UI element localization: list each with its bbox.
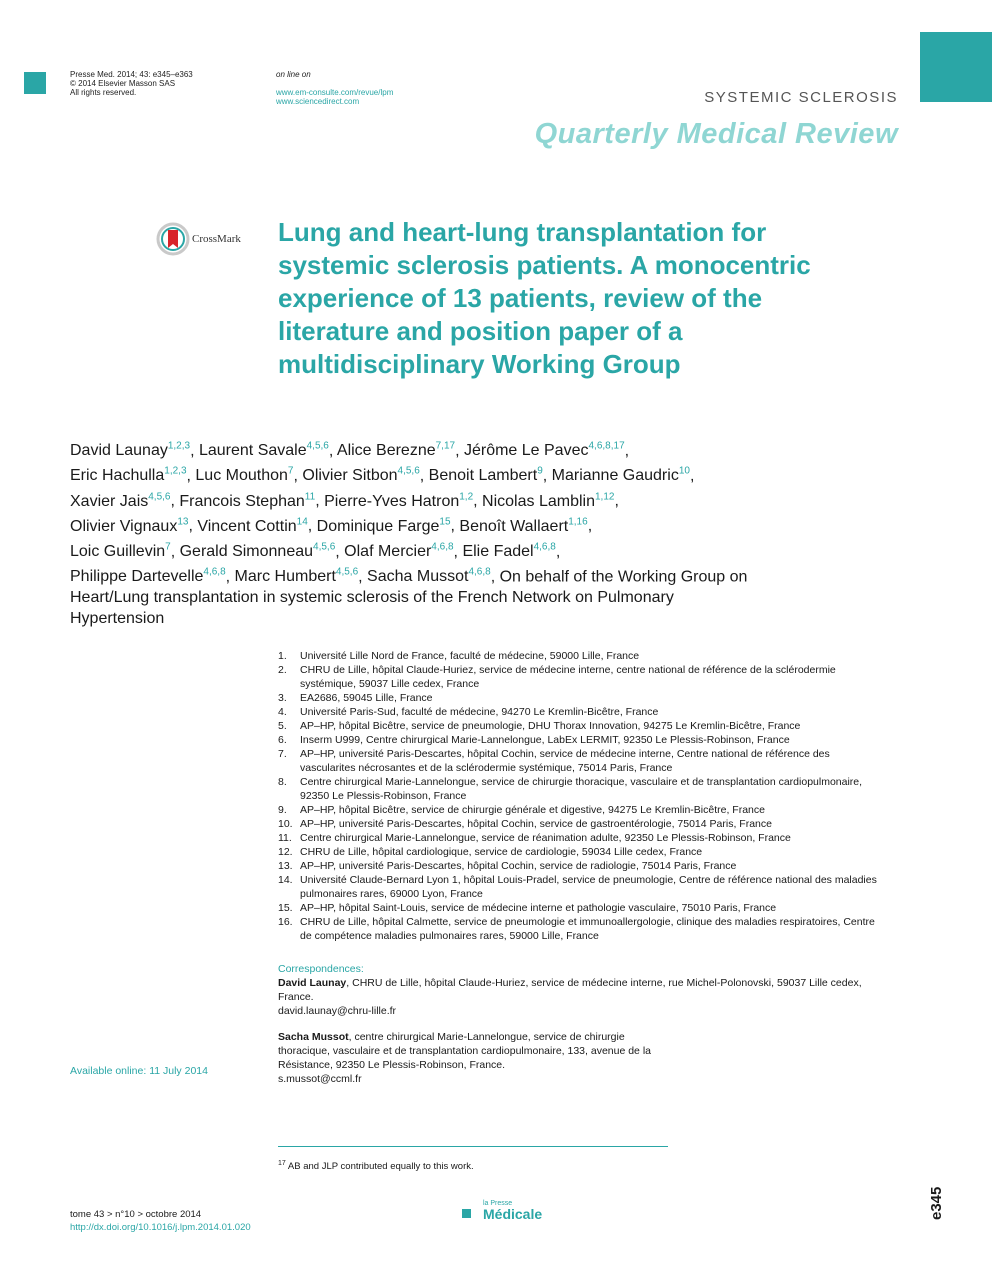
affiliation-item: 8. Centre chirurgical Marie-Lannelongue, service de chirurgie thoracique, vasculaire et de transplantation cardiopulmonaire, 92350 Le Plessis-Robinson, France: [278, 776, 863, 802]
author[interactable]: David Launay$^{1,2,3}$: [70, 441, 191, 460]
author[interactable]: Loic Guillevin$^7$: [70, 541, 171, 560]
author[interactable]: Eric Hachulla$^{1,2,3}$: [70, 466, 187, 485]
available-online-date: Available online: 11 July 2014: [70, 1065, 208, 1077]
author[interactable]: Pierre-Yves Hatron$^{1,2}$: [324, 491, 474, 510]
affiliation-item: 2. CHRU de Lille, hôpital Claude-Huriez, service de médecine interne, centre national de référence de la sclérodermie systémique, 59037 Lille cedex, France: [278, 664, 836, 690]
affiliation-item: 11. Centre chirurgical Marie-Lannelongue, service de réanimation adulte, 92350 Le Plessis-Robinson, France: [278, 832, 791, 844]
crossmark-label: CrossMark: [192, 233, 241, 245]
issue-info: tome 43 > n°10 > octobre 2014: [70, 1209, 202, 1220]
rights: All rights reserved.: [70, 88, 137, 97]
working-group: On behalf of the Working Group on Heart/Lung transplantation in systemic sclerosis of the French Network on Pulmonary Hypertension: [70, 567, 748, 627]
affiliation-item: 1. Université Lille Nord de France, faculté de médecine, 59000 Lille, France: [278, 650, 640, 662]
author[interactable]: Elie Fadel$^{4,6,8}$: [462, 541, 556, 560]
affiliation-item: 5. AP–HP, hôpital Bicêtre, service de pneumologie, DHU Thorax Innovation, 94275 Le Kremlin-Bicêtre, France: [278, 720, 801, 732]
online-links: [276, 70, 393, 106]
series-title: Quarterly Medical Review: [534, 118, 898, 150]
corner-square-decoration: [24, 72, 46, 94]
correspondence-1-email[interactable]: david.launay@chru-lille.fr: [278, 1005, 397, 1017]
affiliation-item: 7. AP–HP, université Paris-Descartes, hôpital Cochin, service de médecine interne, Centre national de référence des vascularites nécrosantes et de la sclérodermie systémique, 75014 Paris, France: [278, 748, 830, 774]
author[interactable]: Olivier Sitbon$^{4,5,6}$: [302, 466, 420, 485]
em-consulte-link[interactable]: www.em-consulte.com/revue/lpm: [276, 88, 394, 97]
affiliation-item: 13. AP–HP, université Paris-Descartes, hôpital Cochin, service de radiologie, 75014 Paris, France: [278, 860, 737, 872]
affiliation-item: 14. Université Claude-Bernard Lyon 1, hôpital Louis-Pradel, service de pneumologie, Centre de référence national des maladies pulmonaires rares, 69000 Lyon, France: [278, 874, 877, 900]
author[interactable]: Luc Mouthon$^7$: [195, 466, 294, 485]
author[interactable]: Olaf Mercier$^{4,6,8}$: [344, 541, 454, 560]
correspondence-2-email[interactable]: s.mussot@ccml.fr: [278, 1073, 362, 1085]
crossmark-badge[interactable]: [156, 220, 256, 258]
author[interactable]: Jérôme Le Pavec$^{4,6,8,17}$: [463, 441, 625, 460]
section-label: SYSTEMIC SCLEROSIS: [704, 89, 898, 106]
author[interactable]: Alice Berezne$^{7,17}$: [336, 441, 456, 460]
copyright: © 2014 Elsevier Masson SAS: [70, 79, 176, 88]
doi-link[interactable]: http://dx.doi.org/10.1016/j.lpm.2014.01.020: [70, 1222, 251, 1233]
author[interactable]: Dominique Farge$^{15}$: [316, 516, 451, 535]
affiliation-item: 3. EA2686, 59045 Lille, France: [278, 692, 433, 704]
logo-square-icon: [462, 1209, 471, 1218]
author[interactable]: Benoit Lambert$^9$: [428, 466, 543, 485]
journal-logo: [462, 1200, 542, 1221]
correspondence-1: David Launay, CHRU de Lille, hôpital Claude-Huriez, service de médecine interne, rue Michel-Polonovski, 59037 Lille cedex, France.: [278, 977, 862, 1003]
page-number: e345: [928, 1186, 945, 1220]
author[interactable]: Philippe Dartevelle$^{4,6,8}$: [70, 566, 226, 585]
affiliation-item: 6. Inserm U999, Centre chirurgical Marie-Lannelongue, LabEx LERMIT, 92350 Le Plessis-Robinson, France: [278, 734, 790, 746]
author[interactable]: Marc Humbert$^{4,5,6}$: [234, 566, 359, 585]
author[interactable]: Laurent Savale$^{4,5,6}$: [198, 441, 329, 460]
author[interactable]: Sacha Mussot$^{4,6,8}$: [367, 566, 491, 585]
author[interactable]: Olivier Vignaux$^{13}$: [70, 516, 189, 535]
corner-tab-decoration: [920, 32, 992, 102]
affiliation-item: 10. AP–HP, université Paris-Descartes, hôpital Cochin, service de gastroentérologie, 75014 Paris, France: [278, 818, 772, 830]
article-title: Lung and heart-lung transplantation for systemic sclerosis patients. A monocentric experience of 13 patients, review of the literature and position paper of a multidisciplinary Working Group: [278, 217, 811, 379]
correspondence-heading: Correspondences:: [278, 963, 364, 975]
crossmark-icon: [156, 222, 190, 256]
affiliation-item: 4. Université Paris-Sud, faculté de médecine, 94270 Le Kremlin-Bicêtre, France: [278, 706, 659, 718]
author[interactable]: Marianne Gaudric$^{10}$: [551, 466, 690, 485]
author[interactable]: Benoît Wallaert$^{1,16}$: [459, 516, 588, 535]
author[interactable]: Francois Stephan$^{11}$: [179, 491, 316, 510]
correspondence-2: Sacha Mussot, centre chirurgical Marie-Lannelongue, service de chirurgie thoracique, vasculaire et de transplantation cardiopulmonaire, 133, avenue de la Résistance, 92350 Le Plessis-Robinson, France.: [278, 1031, 651, 1071]
affiliation-item: 15. AP–HP, hôpital Saint-Louis, service de médecine interne et pathologie vasculaire, 75010 Paris, France: [278, 902, 777, 914]
affiliation-item: 9. AP–HP, hôpital Bicêtre, service de chirurgie générale et digestive, 94275 Le Kremlin-Bicêtre, France: [278, 804, 765, 816]
footer-citation: [70, 1208, 251, 1234]
affiliation-item: 12. CHRU de Lille, hôpital cardiologique, service de cardiologie, 59034 Lille cedex, France: [278, 846, 703, 858]
sciencedirect-link[interactable]: www.sciencedirect.com: [276, 97, 360, 106]
logo-main-text: Médicale: [483, 1206, 543, 1222]
journal-citation: Presse Med. 2014; 43: e345–e363: [70, 70, 193, 79]
author-list: David Launay$^{1,2,3}$, Laurent Savale$^{4,5,6}$, Alice Berezne$^{7,17}$, Jérôme Le Pavec$^{4,6,8,17}$, Eric Hachulla$^{1,2,3}$, Luc Mouthon$^7$, Olivier Sitbon$^{4,5,6}$, Benoit Lambert$^9$, Marianne Gaudric$^{10}$, Xavier Jais$^{4,5,6}$, Francois Stephan$^{11}$, Pierre-Yves Hatron$^{1,2}$, Nicolas Lamblin$^{1,12}$, Olivier Vignaux$^{13}$, Vincent Cottin$^{14}$, Dominique Farge$^{15}$, Benoît Wallaert$^{1,16}$, Loic Guillevin$^7$, Gerald Simonneau$^{4,5,6}$, Olaf Mercier$^{4,6,8}$, Elie Fadel$^{4,6,8}$, Philippe Dartevelle$^{4,6,8}$, Marc Humbert$^{4,5,6}$, Sacha Mussot$^{4,6,8}$, On behalf of the Working Group on Heart/Lung transplantation in systemic sclerosis of the French Network on Pulmonary Hypertension: [70, 441, 748, 627]
author[interactable]: Nicolas Lamblin$^{1,12}$: [482, 491, 615, 510]
journal-meta: [70, 70, 193, 97]
affiliation-item: 16. CHRU de Lille, hôpital Calmette, service de pneumologie et immunoallergologie, clinique des maladies respiratoires, Centre de compétence maladies pulmonaires rares, 59000 Lille, France: [278, 916, 875, 942]
author[interactable]: Vincent Cottin$^{14}$: [197, 516, 308, 535]
footnote-divider: [278, 1146, 668, 1147]
online-label: on line on: [276, 70, 311, 79]
logo-top-text: la Presse: [483, 1200, 513, 1207]
author[interactable]: Xavier Jais$^{4,5,6}$: [70, 491, 171, 510]
footnote: $^{17}$ AB and JLP contributed equally to this work.: [278, 1160, 474, 1173]
author[interactable]: Gerald Simonneau$^{4,5,6}$: [179, 541, 336, 560]
affiliation-list: [278, 649, 878, 943]
correspondence-block: [278, 962, 878, 1086]
